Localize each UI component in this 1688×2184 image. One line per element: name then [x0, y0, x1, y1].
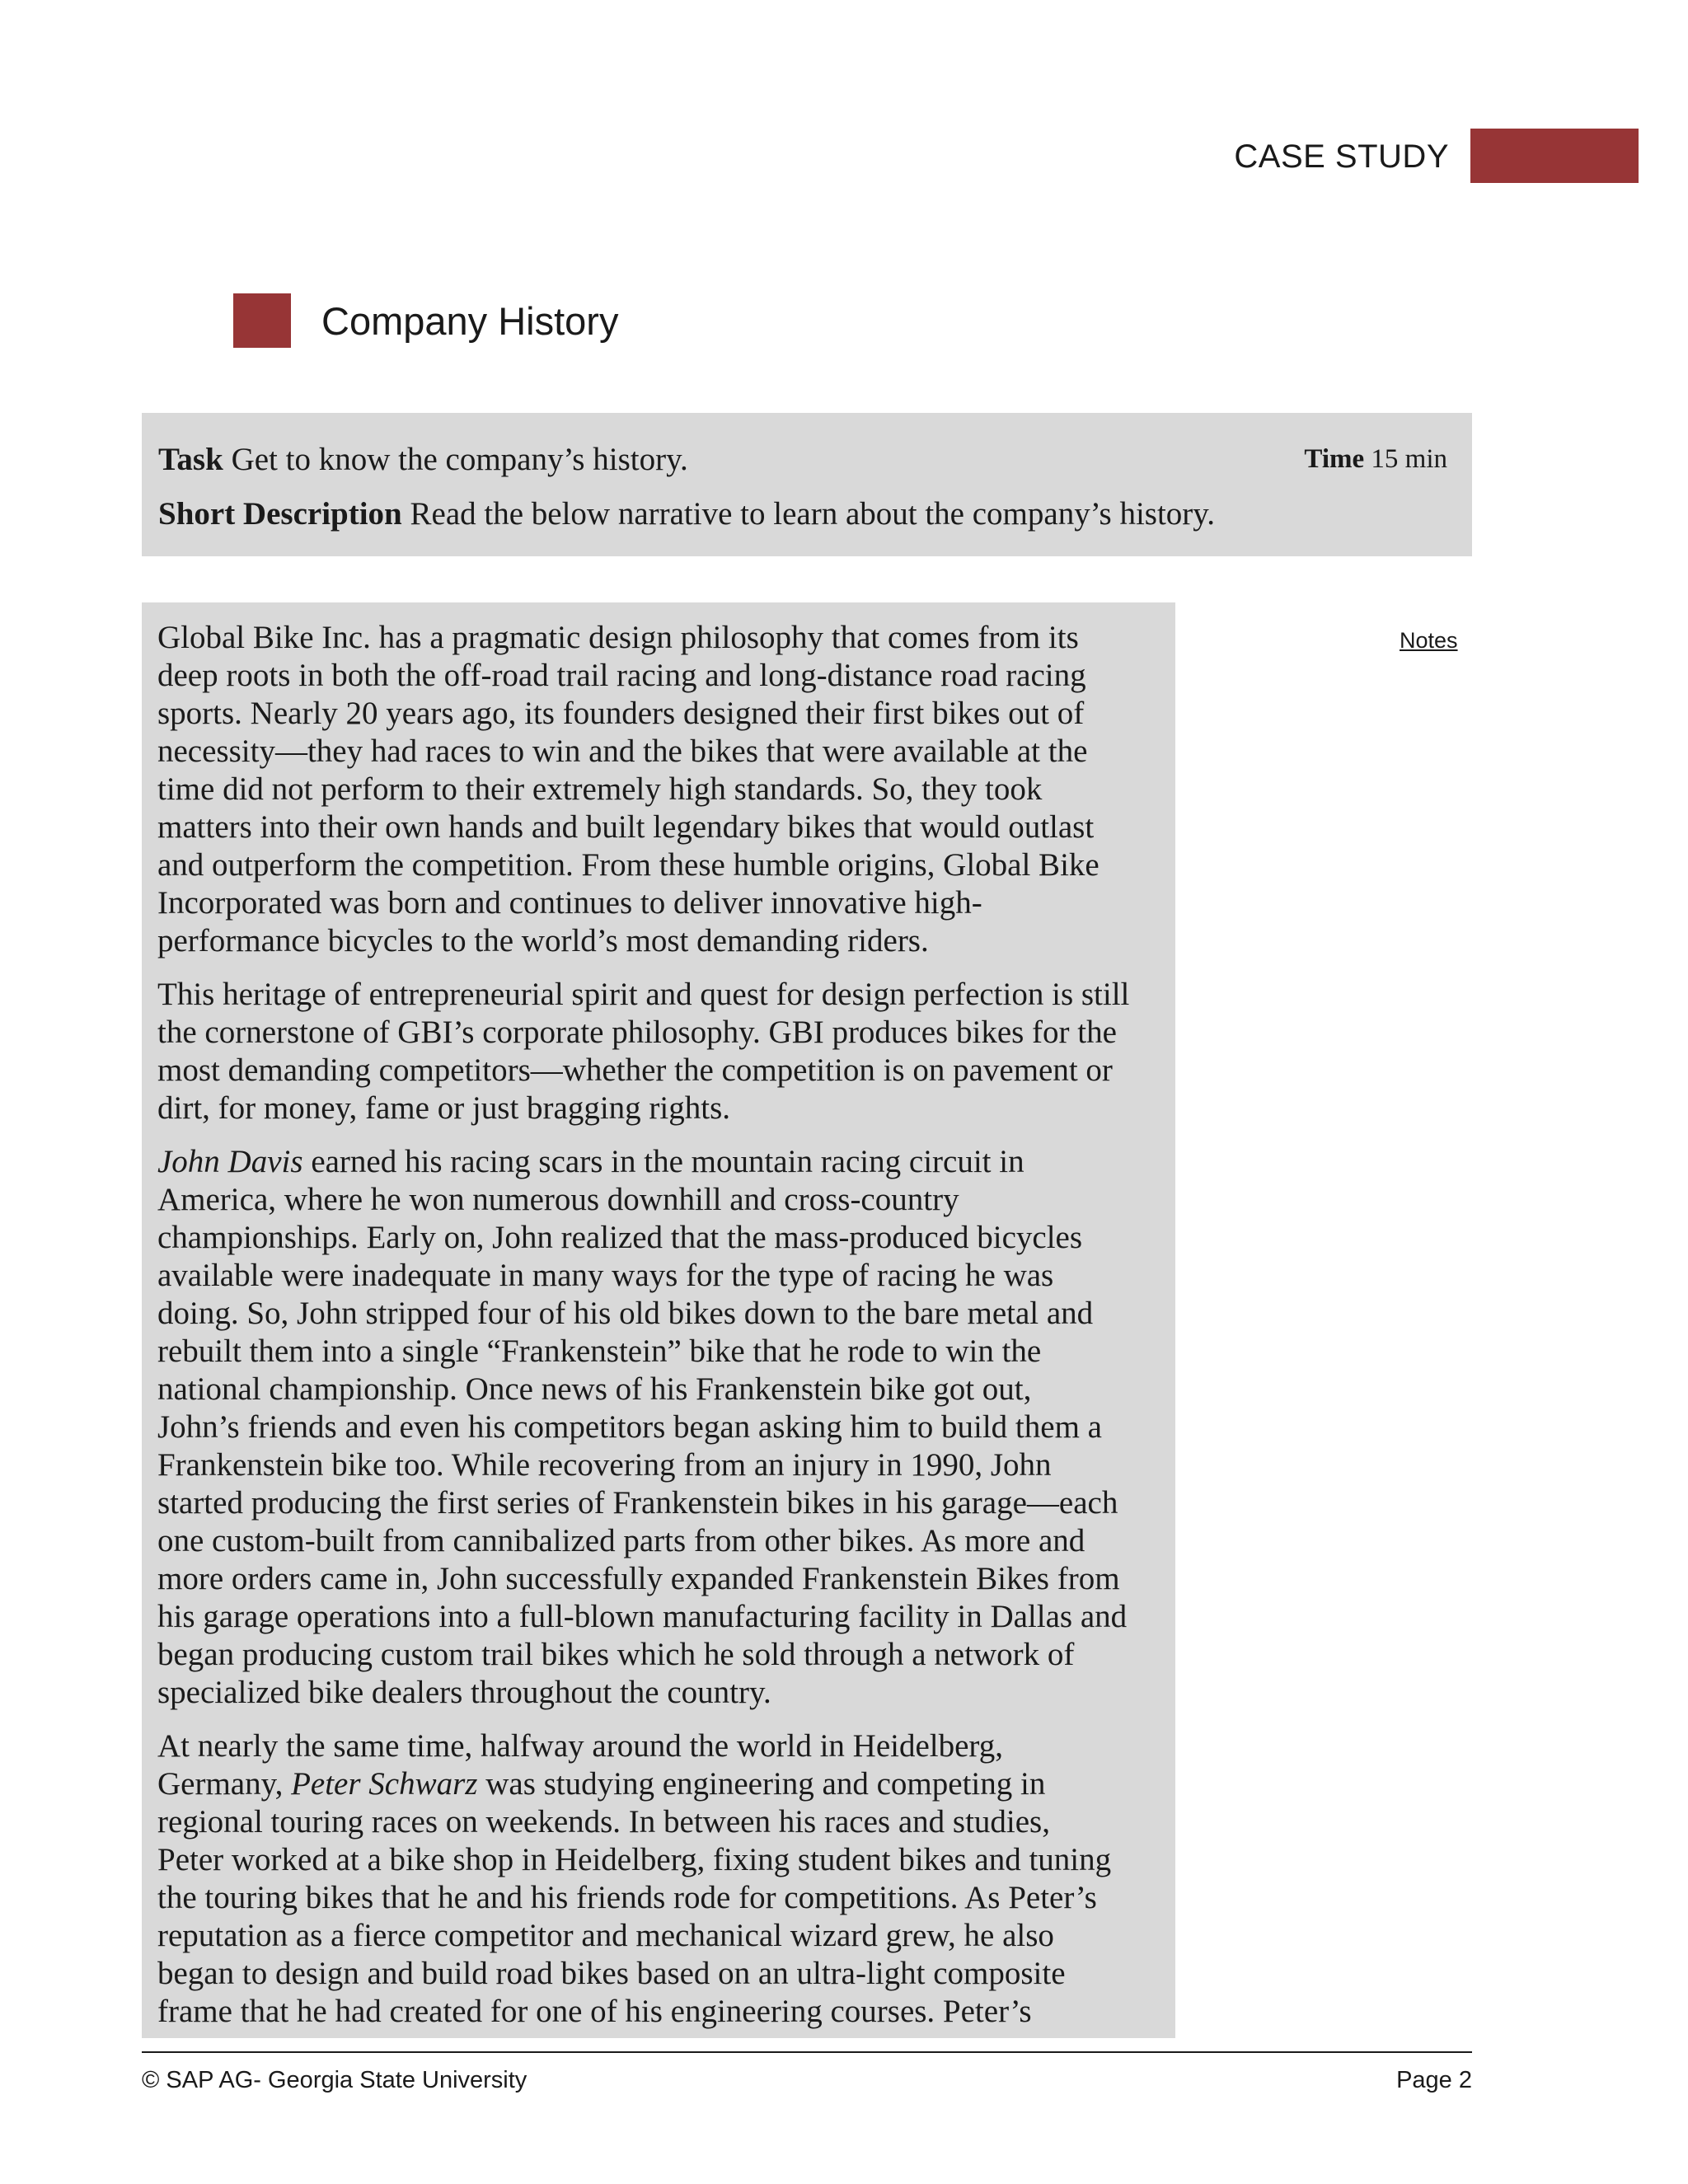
narrative-paragraph-3: [157, 1143, 1160, 1712]
page-number: Page 2: [1396, 2067, 1472, 2093]
time-estimate: [1304, 444, 1447, 475]
narrative-paragraph-4: [157, 1727, 1160, 2031]
short-description-line: [158, 495, 1215, 532]
header-label: CASE STUDY: [1234, 138, 1449, 175]
short-description-label: Short Description: [158, 496, 402, 532]
person-name-peter-schwarz: Peter Schwarz: [291, 1766, 478, 1802]
narrative-box: [142, 602, 1175, 2038]
footer-divider: [142, 2051, 1472, 2053]
narrative-paragraph-2: This heritage of entrepreneurial spirit and quest for design perfection is still the cornerstone of GBI’s corporate philosophy. GBI produces bikes for the most demanding competitors—whether the competition is on pavement or dirt, for money, fame or just bragging rights.: [157, 977, 1130, 1126]
task-line: [158, 441, 688, 478]
notes-label: Notes: [1400, 628, 1458, 653]
task-label: Task: [158, 442, 223, 477]
section-title: Company History: [321, 299, 619, 343]
paragraph-4-text-start: At nearly the same time, halfway around the world in Heidelberg, Germany,: [157, 1728, 1003, 1802]
footer-copyright: © SAP AG- Georgia State University: [142, 2067, 528, 2093]
narrative-paragraph-1: Global Bike Inc. has a pragmatic design philosophy that comes from its deep roots in both the off-road trail racing and long-distance road racing sports. Nearly 20 years ago, its founders designed their first bikes out of necessity—they had races to win and the bikes that were available at the time did not perform to their extremely high standards. So, they took matters into their own hands and built legendary bikes that would outlast and outperform the competition. From these humble origins, Global Bike Incorporated was born and continues to deliver innovative high- performance bicycles to the world’s most demanding riders.: [157, 620, 1100, 958]
short-description-text: Read the below narrative to learn about the company’s history.: [410, 496, 1216, 532]
paragraph-3-text: earned his racing scars in the mountain racing circuit in America, where he won numerous downhill and cross-country championships. Early on, John realized that the mass-produced bicycles available were inadequate in many ways for the type of racing he was doing. So, John stripped four of his old bikes down to the bare metal and rebuilt them into a single “Frankenstein” bike that he rode to win the national championship. Once news of his Frankenstein bike got out, John’s friends and even his competitors began asking him to build them a Frankenstein bike too. While recovering from an injury in 1990, John started producing the first series of Frankenstein bikes in his garage—each one custom-built from cannibalized parts from other bikes. As more and more orders came in, John successfully expanded Frankenstein Bikes from his garage operations into a full-blown manufacturing facility in Dallas and began producing custom trail bikes which he sold through a network of specialized bike dealers throughout the country.: [157, 1144, 1128, 1710]
header-accent-bar: [1470, 129, 1639, 183]
section-marker: [233, 293, 291, 348]
task-box: [142, 413, 1472, 556]
paragraph-4-text-end: was studying engineering and competing in regional touring races on weekends. In between his races and studies, Peter worked at a bike shop in Heidelberg, fixing student bikes and tuning the touring bikes that he and his friends rode for competitions. As Peter’s reputation as a fierce competitor and mechanical wizard grew, he also began to design and build road bikes based on an ultra-light composite frame that he had created for one of his engineering courses. Peter’s: [157, 1766, 1112, 2029]
time-value: 15 min: [1371, 444, 1447, 474]
person-name-john-davis: John Davis: [157, 1144, 303, 1179]
time-label: Time: [1304, 444, 1365, 474]
task-text: Get to know the company’s history.: [231, 442, 688, 477]
